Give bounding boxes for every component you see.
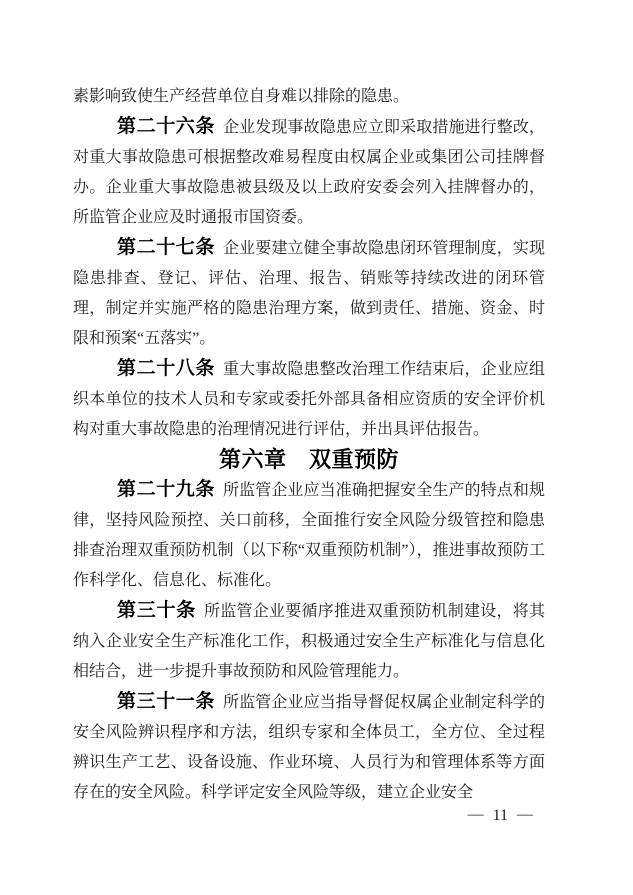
paragraph-text: 所监管企业应当准确把握安全生产的特点和规律，坚持风险预控、关口前移，全面推行安全风险分级管控和隐患排查治理双重预防机制（以下称“双重预防机制”），推进事故预防工作科学化、信息化、标准化。 xyxy=(73,482,545,589)
document-body xyxy=(73,82,545,808)
paragraph-article-31 xyxy=(73,687,545,808)
paragraph-text: 所监管企业要循序推进双重预防机制建设，将其纳入企业安全生产标准化工作，积极通过安全生产标准化与信息化相结合，进一步提升事故预防和风险管理能力。 xyxy=(73,603,545,680)
paragraph-text: 企业发现事故隐患应立即采取措施进行整改，对重大事故隐患可根据整改难易程度由权属企业或集团公司挂牌督办。企业重大事故隐患被县级及以上政府安委会列入挂牌督办的，所监管企业应及时通报市国资委。 xyxy=(73,119,545,226)
page-number-footer xyxy=(468,804,533,828)
footer-left-dash: — xyxy=(467,806,484,823)
chapter-heading: 第六章 双重预防 xyxy=(218,447,399,472)
paragraph-text: 重大事故隐患整改治理工作结束后，企业应组织本单位的技术人员和专家或委托外部具备相应资质的安全评价机构对重大事故隐患的治理情况进行评估，并出具评估报告。 xyxy=(73,361,545,438)
article-number: 第二十七条 xyxy=(117,237,216,258)
article-number: 第二十八条 xyxy=(117,358,216,379)
paragraph-text: 企业要建立健全事故隐患闭环管理制度，实现隐患排查、登记、评估、治理、报告、销账等持续改进的闭环管理，制定并实施严格的隐患治理方案，做到责任、措施、资金、时限和预案“五落实”。 xyxy=(73,240,545,347)
paragraph-text: 所监管企业应当指导督促权属企业制定科学的安全风险辨识程序和方法，组织专家和全体员工，全方位、全过程辨识生产工艺、设备设施、作业环境、人员行为和管理体系等方面存在的安全风险。科学评定安全风险等级，建立企业安全 xyxy=(73,694,545,801)
article-number: 第三十条 xyxy=(117,600,196,621)
article-number: 第二十六条 xyxy=(117,116,216,137)
page-number: 11 xyxy=(492,807,508,824)
article-number: 第三十一条 xyxy=(117,691,216,712)
paragraph-article-29 xyxy=(73,475,545,596)
paragraph-continuation xyxy=(73,82,545,112)
article-number: 第二十九条 xyxy=(117,479,216,500)
paragraph-article-28 xyxy=(73,354,545,445)
paragraph-article-26 xyxy=(73,112,545,233)
footer-right-dash: — xyxy=(517,806,533,823)
paragraph-article-30 xyxy=(73,596,545,687)
paragraph-article-27 xyxy=(73,233,545,354)
paragraph-text: 素影响致使生产经营单位自身难以排除的隐患。 xyxy=(73,88,410,105)
